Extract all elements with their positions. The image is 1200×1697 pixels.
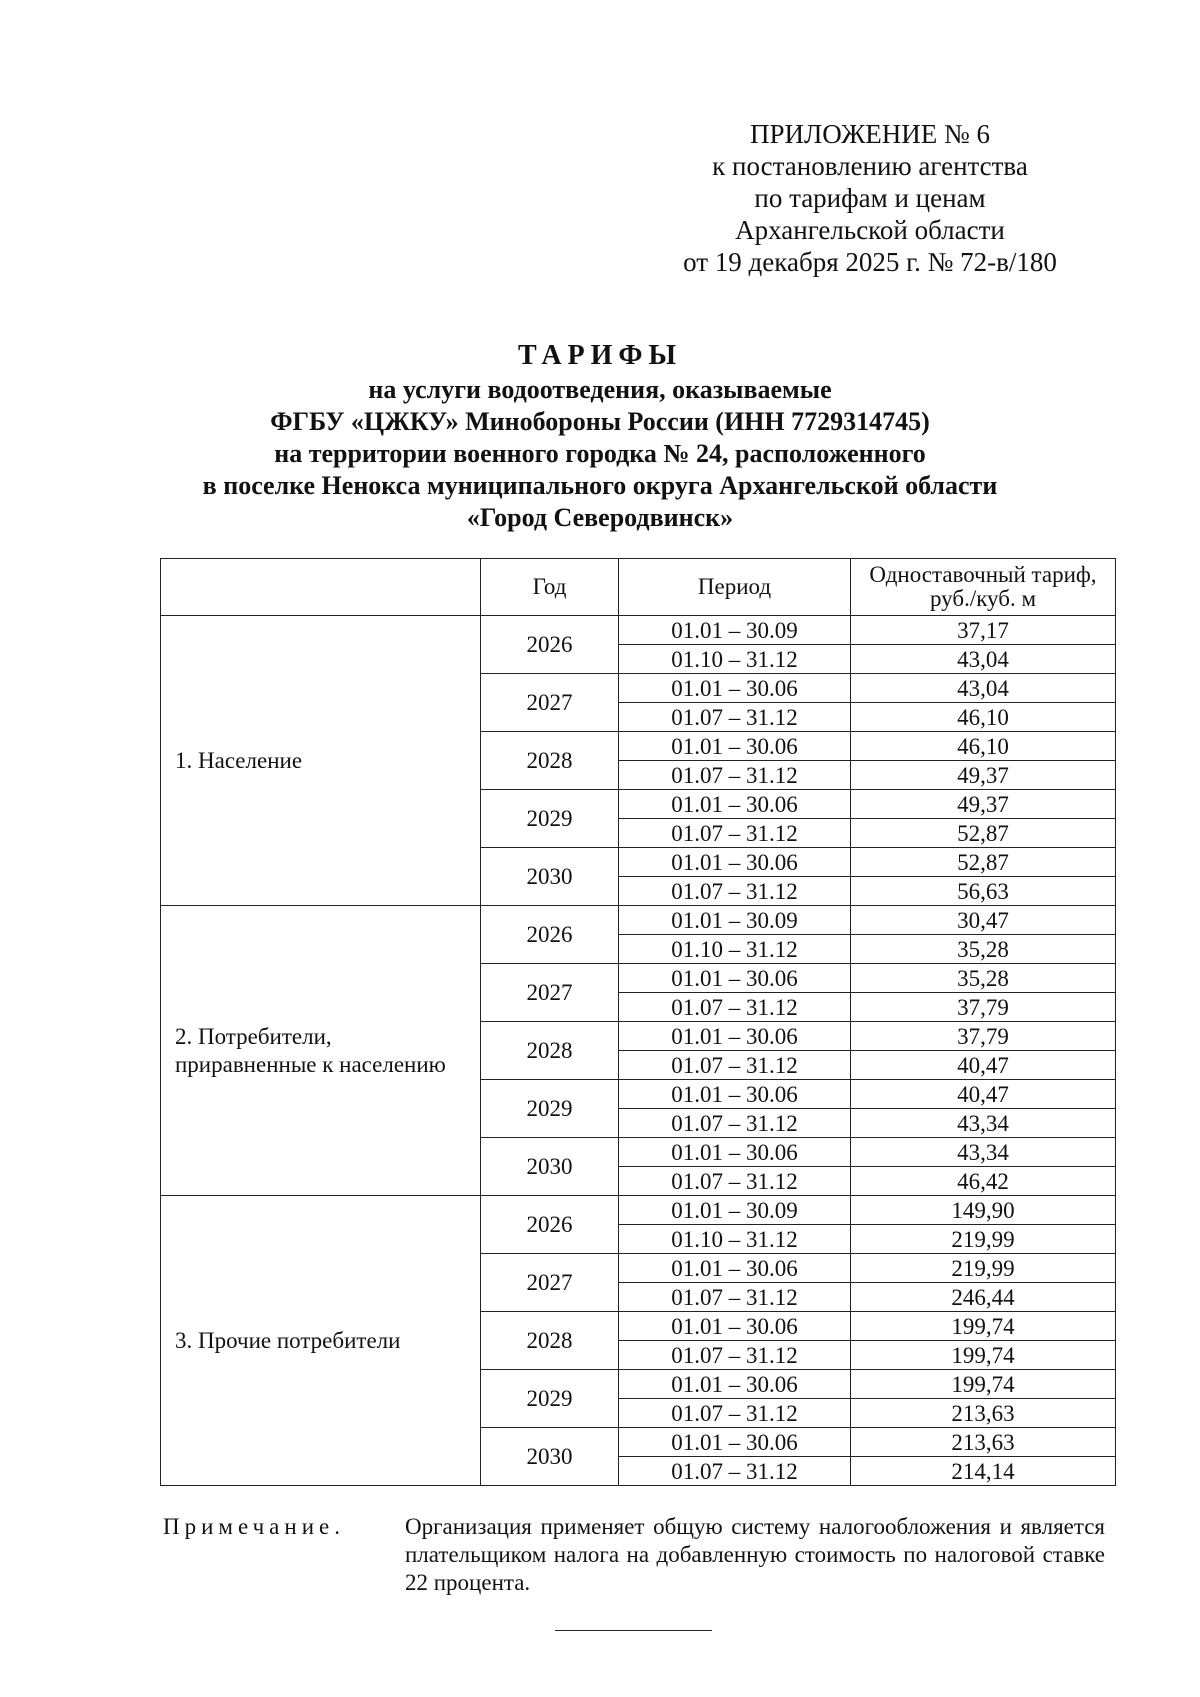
appendix-header: [660, 118, 1080, 278]
year-cell: 2026: [481, 906, 619, 964]
period-cell: 01.10 – 31.12: [619, 645, 851, 674]
period-cell: 01.01 – 30.09: [619, 906, 851, 935]
tariff-cell: 40,47: [851, 1051, 1116, 1080]
tariff-cell: 30,47: [851, 906, 1116, 935]
closing-divider: [555, 1630, 712, 1631]
tariff-cell: 46,10: [851, 703, 1116, 732]
year-cell: 2029: [481, 790, 619, 848]
period-cell: 01.07 – 31.12: [619, 1283, 851, 1312]
tariff-cell: 199,74: [851, 1312, 1116, 1341]
header-tariff: [851, 559, 1116, 616]
period-cell: 01.07 – 31.12: [619, 761, 851, 790]
year-cell: 2026: [481, 1196, 619, 1254]
period-cell: 01.07 – 31.12: [619, 1457, 851, 1486]
tariff-cell: 213,63: [851, 1428, 1116, 1457]
period-cell: 01.01 – 30.06: [619, 1138, 851, 1167]
period-cell: 01.01 – 30.06: [619, 790, 851, 819]
period-cell: 01.10 – 31.12: [619, 1225, 851, 1254]
period-cell: 01.01 – 30.09: [619, 1196, 851, 1225]
tariff-cell: 40,47: [851, 1080, 1116, 1109]
year-cell: 2027: [481, 964, 619, 1022]
note-text: Организация применяет общую систему налогообложения и является плательщиком налога на добавленную стоимость по налоговой ставке 22 процента.: [405, 1514, 1105, 1595]
tariff-cell: 214,14: [851, 1457, 1116, 1486]
period-cell: 01.01 – 30.06: [619, 1022, 851, 1051]
period-cell: 01.07 – 31.12: [619, 877, 851, 906]
tariff-cell: 46,10: [851, 732, 1116, 761]
appendix-ref-line: Архангельской области: [735, 215, 1005, 245]
category-cell: [161, 906, 481, 1196]
period-cell: 01.07 – 31.12: [619, 1109, 851, 1138]
title-line: на услуги водоотведения, оказываемые: [368, 375, 832, 404]
header-category: [161, 559, 481, 616]
year-cell: 2030: [481, 848, 619, 906]
appendix-number: ПРИЛОЖЕНИЕ № 6: [749, 119, 991, 149]
title-line: «Город Северодвинск»: [466, 503, 734, 532]
header-period: Период: [619, 559, 851, 616]
tariff-cell: 246,44: [851, 1283, 1116, 1312]
tariff-cell: 199,74: [851, 1370, 1116, 1399]
appendix-date-number: от 19 декабря 2025 г. № 72-в/180: [683, 247, 1057, 277]
tariff-cell: 37,79: [851, 993, 1116, 1022]
tariff-cell: 199,74: [851, 1341, 1116, 1370]
tariff-cell: 213,63: [851, 1399, 1116, 1428]
tariff-cell: 43,04: [851, 645, 1116, 674]
period-cell: 01.01 – 30.06: [619, 848, 851, 877]
period-cell: 01.07 – 31.12: [619, 1051, 851, 1080]
period-cell: 01.01 – 30.06: [619, 1080, 851, 1109]
period-cell: 01.07 – 31.12: [619, 993, 851, 1022]
header-year: Год: [481, 559, 619, 616]
period-cell: 01.07 – 31.12: [619, 703, 851, 732]
appendix-ref-line: к постановлению агентства: [712, 151, 1028, 181]
year-cell: 2029: [481, 1370, 619, 1428]
document-title: [100, 340, 1100, 534]
year-cell: 2028: [481, 732, 619, 790]
title-line: ФГБУ «ЦЖКУ» Минобороны России (ИНН 7729314745): [270, 407, 930, 436]
year-cell: 2029: [481, 1080, 619, 1138]
title-line: в поселке Ненокса муниципального округа Архангельской области: [202, 471, 998, 500]
period-cell: 01.01 – 30.06: [619, 674, 851, 703]
tariff-cell: 49,37: [851, 790, 1116, 819]
year-cell: 2027: [481, 674, 619, 732]
table-row: [161, 1196, 1116, 1225]
period-cell: 01.07 – 31.12: [619, 1399, 851, 1428]
title-main: ТАРИФЫ: [518, 340, 682, 371]
header-tariff-line: Одноставочный тариф,: [869, 562, 1097, 587]
period-cell: 01.01 – 30.06: [619, 1312, 851, 1341]
title-line: на территории военного городка № 24, расположенного: [274, 439, 926, 468]
tariff-cell: 219,99: [851, 1225, 1116, 1254]
period-cell: 01.01 – 30.06: [619, 1254, 851, 1283]
period-cell: 01.07 – 31.12: [619, 1341, 851, 1370]
period-cell: 01.01 – 30.06: [619, 1428, 851, 1457]
period-cell: 01.07 – 31.12: [619, 819, 851, 848]
year-cell: 2028: [481, 1022, 619, 1080]
year-cell: 2030: [481, 1428, 619, 1486]
tariff-table: [160, 558, 1116, 1486]
tariff-cell: 52,87: [851, 819, 1116, 848]
year-cell: 2027: [481, 1254, 619, 1312]
tariff-cell: 43,04: [851, 674, 1116, 703]
tariff-cell: 49,37: [851, 761, 1116, 790]
period-cell: 01.01 – 30.06: [619, 964, 851, 993]
header-tariff-unit: руб./куб. м: [929, 586, 1037, 611]
tariff-cell: 35,28: [851, 964, 1116, 993]
category-cell: 1. Население: [161, 616, 481, 906]
tariff-cell: 149,90: [851, 1196, 1116, 1225]
category-cell: 3. Прочие потребители: [161, 1196, 481, 1486]
category-line: 2. Потребители,: [175, 1023, 332, 1049]
tariff-cell: 52,87: [851, 848, 1116, 877]
tariff-cell: 56,63: [851, 877, 1116, 906]
tariff-cell: 37,17: [851, 616, 1116, 645]
year-cell: 2030: [481, 1138, 619, 1196]
period-cell: 01.07 – 31.12: [619, 1167, 851, 1196]
tariff-cell: 219,99: [851, 1254, 1116, 1283]
period-cell: 01.10 – 31.12: [619, 935, 851, 964]
period-cell: 01.01 – 30.06: [619, 1370, 851, 1399]
tariff-cell: 43,34: [851, 1138, 1116, 1167]
tariff-cell: 46,42: [851, 1167, 1116, 1196]
year-cell: 2028: [481, 1312, 619, 1370]
tariff-cell: 37,79: [851, 1022, 1116, 1051]
table-row: [161, 906, 1116, 935]
year-cell: 2026: [481, 616, 619, 674]
tariff-cell: 35,28: [851, 935, 1116, 964]
period-cell: 01.01 – 30.09: [619, 616, 851, 645]
category-line: приравненные к населению: [175, 1051, 446, 1077]
table-row: [161, 616, 1116, 645]
note-label: Примечание.: [163, 1514, 345, 1539]
period-cell: 01.01 – 30.06: [619, 732, 851, 761]
tariff-cell: 43,34: [851, 1109, 1116, 1138]
table-header-row: [161, 559, 1116, 616]
appendix-ref-line: по тарифам и ценам: [754, 183, 986, 213]
